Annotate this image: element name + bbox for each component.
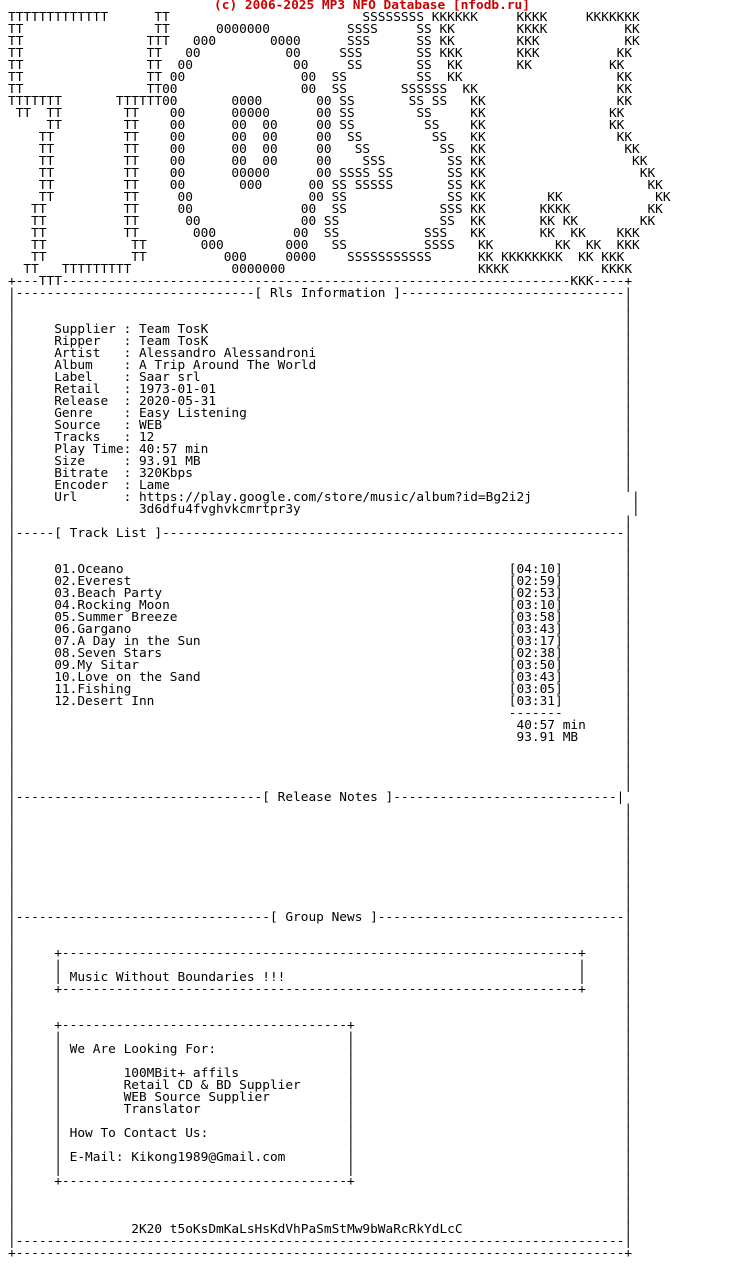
nfo-line: | | WEB Source Supplier | | — [8, 1090, 633, 1105]
nfo-line: | 06.Gargano [03:43] | — [8, 622, 633, 637]
nfo-line: +-------------------------------------------------------------------------------+ — [8, 1246, 633, 1261]
nfo-line: TT TT 00 00000 00 SSSS SS SS KK KK — [38, 166, 656, 181]
nfo-line: | +-------------------------------------------------------------------+ | — [8, 946, 633, 961]
site-header: (c) 2006-2025 MP3 NFO Database [nfodb.ru] — [214, 0, 530, 13]
nfo-line: | | — [8, 538, 633, 553]
nfo-line: | 40:57 min | — [8, 718, 633, 733]
nfo-line: | Url : https://play.google.com/store/music/album?id=Bg2i2j | — [8, 490, 640, 505]
nfo-line: TT TT 00 00 SS SS KK KK KK KK — [31, 214, 656, 229]
nfo-line: | | | | — [8, 1162, 633, 1177]
nfo-line: | | — [8, 550, 633, 565]
nfo-line: TT TT TT 00 00000 00 SS SS KK KK — [15, 106, 625, 121]
nfo-line: | 2K20 t5oKsDmKaLsHsKdVhPaSmStMw9bWaRcRkYdLcC | — [8, 1222, 633, 1237]
nfo-line: +---TTT------------------------------------------------------------------KKK----+ — [8, 274, 633, 289]
nfo-line: | | — [8, 802, 633, 817]
nfo-line: | | — [8, 922, 633, 937]
nfo-line: | | — [8, 1198, 633, 1213]
nfo-line: | 12.Desert Inn [03:31] | — [8, 694, 633, 709]
nfo-line: | | | | — [8, 1030, 633, 1045]
nfo-line: | Genre : Easy Listening | — [8, 406, 633, 421]
nfo-line: TT TT 00 00 00 00 SS SS KK KK — [38, 130, 633, 145]
nfo-line: | Artist : Alessandro Alessandroni | — [8, 346, 633, 361]
nfo-line: |-------------------------------------------------------------------------------| — [8, 1234, 633, 1249]
nfo-line: | | — [8, 874, 633, 889]
nfo-line: | | Music Without Boundaries !!! | | — [8, 970, 633, 985]
nfo-line: | Play Time: 40:57 min | — [8, 442, 633, 457]
nfo-line: | 07.A Day in the Sun [03:17] | — [8, 634, 633, 649]
nfo-line: | | — [8, 886, 633, 901]
nfo-line: | Supplier : Team TosK | — [8, 322, 633, 337]
nfo-line: | Release : 2020-05-31 | — [8, 394, 633, 409]
nfo-line: TT TT00 00 SS SSSSSS KK KK — [8, 82, 633, 97]
nfo-line: TT TTTTTTTTT 0000000 KKKK KKKK — [23, 262, 633, 277]
nfo-line: | 05.Summer Breeze [03:58] | — [8, 610, 633, 625]
nfo-line: | | — [8, 778, 633, 793]
nfo-line: TT TT 000 0000 SSSSSSSSSSS KK KKKKKKKK KK KKK — [31, 250, 625, 265]
nfo-line: TT TT 00 00 SS SS KK KK — [8, 70, 633, 85]
nfo-line: | | 100MBit+ affils | | — [8, 1066, 633, 1081]
nfo-line: | Encoder : Lame | — [8, 478, 633, 493]
nfo-line: | 93.91 MB | — [8, 730, 633, 745]
nfo-line: | | E-Mail: Kikong1989@Gmail.com | | — [8, 1150, 633, 1165]
nfo-line: | | — [8, 826, 633, 841]
nfo-line: | 03.Beach Party [02:53] | — [8, 586, 633, 601]
nfo-line: TT TTT 000 0000 SSS SS KK KKK KK — [8, 34, 640, 49]
nfo-line: TT TT 00 00 SSS SS KKK KKK KK — [8, 46, 633, 61]
nfo-line: | Retail : 1973-01-01 | — [8, 382, 633, 397]
nfo-line: TT TT 0000000 SSSS SS KK KKKK KK — [8, 22, 640, 37]
nfo-line: | 09.My Sitar [03:50] | — [8, 658, 633, 673]
nfo-line: | | — [8, 754, 633, 769]
nfo-line: | +-------------------------------------------------------------------+ | — [8, 982, 633, 997]
nfo-line: | | — [8, 934, 633, 949]
nfo-line: | | — [8, 994, 633, 1009]
nfo-line: TT TT 00 00 00 00 SS SS KK KK — [38, 142, 640, 157]
nfo-line: | Album : A Trip Around The World | — [8, 358, 633, 373]
nfo-line: | | | | — [8, 1054, 633, 1069]
nfo-line: | | — [8, 838, 633, 853]
nfo-line: | 3d6dfu4fvghvkcmrtpr3y | — [8, 502, 640, 517]
nfo-line: | | — [8, 1186, 633, 1201]
nfo-line: | +-------------------------------------+ | — [8, 1018, 633, 1033]
nfo-line: | Tracks : 12 | — [8, 430, 633, 445]
nfo-line: | ------- | — [8, 706, 633, 721]
nfo-line: TT TT 00 000 00 SS SSSSS SS KK KK — [38, 178, 663, 193]
nfo-line: | | | | — [8, 1114, 633, 1129]
nfo-line: TTTTTTTTTTTTT TT SSSSSSSS KKKKKK KKKK KKKKKKK — [8, 10, 640, 25]
nfo-line: | | — [8, 898, 633, 913]
nfo-line: |-------------------------------[ Rls Information ]-----------------------------| — [8, 286, 633, 301]
nfo-line: | | — [8, 514, 633, 529]
nfo-line: | | — [8, 814, 633, 829]
nfo-line: |-----[ Track List ]------------------------------------------------------------| — [8, 526, 633, 541]
nfo-line: | Label : Saar srl | — [8, 370, 633, 385]
nfo-line: | | We Are Looking For: | | — [8, 1042, 633, 1057]
nfo-line: | +-------------------------------------+ | — [8, 1174, 633, 1189]
nfo-line: | 01.Oceano [04:10] | — [8, 562, 633, 577]
nfo-line: TT TT 00 00 SS SS KK KK KK — [38, 190, 671, 205]
nfo-line: TT TT 00 00 00 00 SS SS KK KK — [46, 118, 625, 133]
nfo-line: | | | | — [8, 958, 633, 973]
nfo-line: | | | | — [8, 1138, 633, 1153]
nfo-line: | Size : 93.91 MB | — [8, 454, 633, 469]
nfo-line: | | — [8, 862, 633, 877]
nfo-line: TTTTTTT TTTTTT00 0000 00 SS SS SS KK KK — [8, 94, 633, 109]
nfo-line: | 02.Everest [02:59] | — [8, 574, 633, 589]
nfo-line: | | — [8, 766, 633, 781]
nfo-line: TT TT 000 000 SS SSSS KK KK KK KKK — [31, 238, 640, 253]
nfo-line: | 04.Rocking Moon [03:10] | — [8, 598, 633, 613]
nfo-line: | | How To Contact Us: | | — [8, 1126, 633, 1141]
nfo-line: | Ripper : Team TosK | — [8, 334, 633, 349]
nfo-line: | | — [8, 1006, 633, 1021]
nfo-line: | | — [8, 742, 633, 757]
nfo-line: TT TT 00 00 00 00 SSS SS KK KK — [38, 154, 648, 169]
nfo-line: | Source : WEB | — [8, 418, 633, 433]
nfo-line: | | — [8, 310, 633, 325]
nfo-line: TT TT 000 00 SS SSS KK KK KK KKK — [31, 226, 640, 241]
nfo-text — [8, 12, 671, 1260]
nfo-line: | Bitrate : 320Kbps | — [8, 466, 633, 481]
nfo-line: TT TT 00 00 SS SS KK KK KK — [8, 58, 625, 73]
nfo-line: | 11.Fishing [03:05] | — [8, 682, 633, 697]
nfo-line: | 10.Love on the Sand [03:43] | — [8, 670, 633, 685]
nfo-line: |---------------------------------[ Group News ]--------------------------------| — [8, 910, 633, 925]
nfo-line: | | — [8, 1210, 633, 1225]
nfo-line: | | Retail CD & BD Supplier | | — [8, 1078, 633, 1093]
nfo-line: TT TT 00 00 SS SSS KK KKKK KK — [31, 202, 663, 217]
nfo-line: |--------------------------------[ Release Notes ]-----------------------------| — [8, 790, 625, 805]
nfo-line: | 08.Seven Stars [02:38] | — [8, 646, 633, 661]
nfo-line: | | — [8, 298, 633, 313]
nfo-line: | | — [8, 850, 633, 865]
nfo-line: | | Translator | | — [8, 1102, 633, 1117]
